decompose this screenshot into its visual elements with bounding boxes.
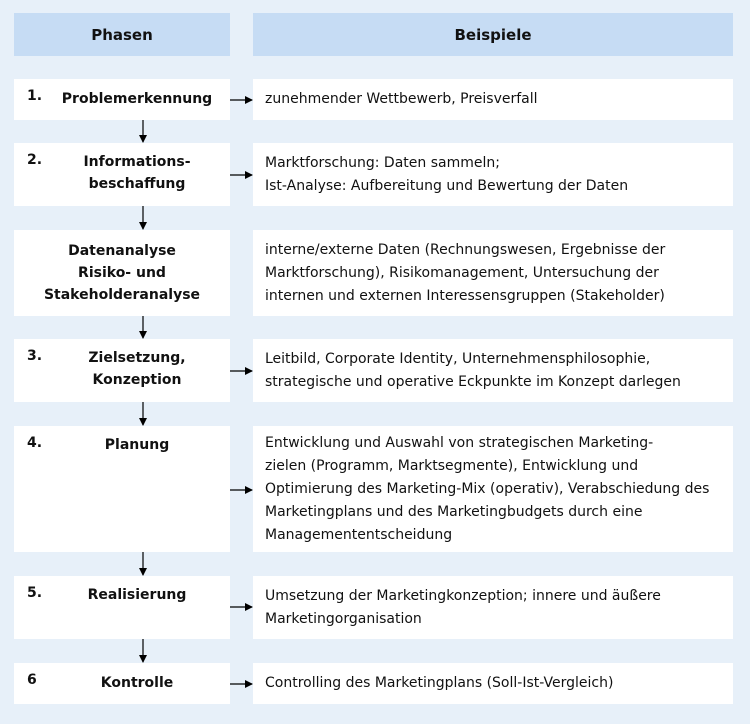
- example-text: Umsetzung der Marketingkonzeption; innere und äußere Marketingorganisation: [265, 587, 661, 627]
- phase-title: Kontrolle: [100, 675, 174, 691]
- phase-number: 1.: [27, 88, 43, 104]
- phase-title: Datenanalyse Risiko- und Stakeholderanalyse: [43, 243, 201, 303]
- phase-box-6: [14, 663, 230, 704]
- phase-box-2: [14, 143, 230, 206]
- phase-number: 4.: [27, 435, 43, 451]
- phase-title: Informations- beschaffung: [83, 154, 191, 192]
- phase-title: Planung: [104, 437, 170, 453]
- phase-box-1: [14, 79, 230, 120]
- phase-title: Problemerkennung: [61, 91, 213, 107]
- example-text: Entwicklung und Auswahl von strategischen Marketing- zielen (Programm, Marktsegmente), Entwicklung und Optimierung des Marketing-Mix (operativ), Verabschiedung des Marketingplans und des Marketingbudgets durch eine Managemententscheidung: [265, 434, 710, 543]
- example-text: Marktforschung: Daten sammeln; Ist-Analyse: Aufbereitung und Bewertung der Daten: [265, 154, 629, 194]
- example-box-4: [253, 426, 733, 552]
- phase-number: 5.: [27, 585, 43, 601]
- example-text: zunehmender Wettbewerb, Preisverfall: [265, 91, 538, 107]
- example-text: Controlling des Marketingplans (Soll-Ist-Vergleich): [265, 675, 614, 691]
- example-text: Leitbild, Corporate Identity, Unternehmensphilosophie, strategische und operative Eckpunkte im Konzept darlegen: [265, 350, 681, 390]
- header-phasen: Phasen: [14, 13, 230, 56]
- example-box-3: [253, 339, 733, 402]
- phase-number: 2.: [27, 152, 43, 168]
- header-beispiele: Beispiele: [253, 13, 733, 56]
- example-box-6: [253, 663, 733, 704]
- phase-box-5: [14, 576, 230, 639]
- phase-number: 6: [27, 672, 37, 688]
- example-box-datenanalyse: [253, 230, 733, 316]
- example-text: interne/externe Daten (Rechnungswesen, Ergebnisse der Marktforschung), Risikomanagement, Untersuchung der internen und externen Interessensgruppen (Stakeholder): [265, 241, 666, 304]
- example-box-5: [253, 576, 733, 639]
- phase-number: 3.: [27, 348, 43, 364]
- phase-title: Zielsetzung, Konzeption: [88, 350, 186, 388]
- example-box-2: [253, 143, 733, 206]
- phase-title: Realisierung: [87, 587, 187, 603]
- example-box-1: [253, 79, 733, 120]
- phase-box-datenanalyse: [14, 230, 230, 316]
- phase-box-3: [14, 339, 230, 402]
- phase-box-4: [14, 426, 230, 552]
